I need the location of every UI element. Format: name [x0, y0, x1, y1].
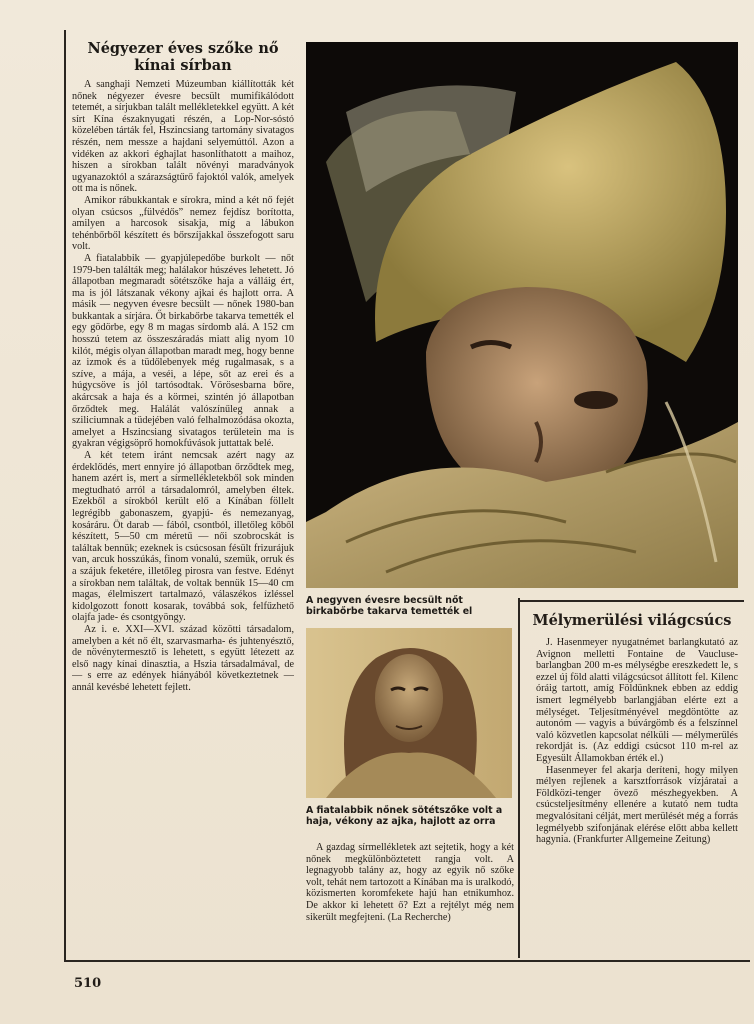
- small-photo-caption: A fiatalabbik nőnek sötétszőke volt a haja, vékony az ajka, hajlott az orra: [306, 805, 503, 828]
- page-number: 510: [74, 976, 102, 991]
- article-paragraph: Amikor rábukkantak e sírokra, mind a két nő fejét olyan csúcsos „fülvédős” nemez fejdísz borította, amilyen a harcosok sisakja, míg a lábukon tehénbőrből készített és bőrszíjakkal összefogott saru volt.: [72, 194, 294, 253]
- main-photo-caption: A negyven évesre becsült nőt birkabőrbe takarva temették el: [306, 595, 473, 618]
- article-paragraph: A két tetem iránt nemcsak azért nagy az érdeklődés, mert ennyire jó állapotban őrződtek meg, hanem azért is, mert a sírmellékletekből sok minden megtudható arról a társadalomról, amelyben éltek. Ezekből a sírokból került elő a Kínában föllelt legrégibb gabonaszem, gyapjú- és nemezanyag, kosáráru. Öt darab — fából, csontból, illetőleg kőből készített, 5—50 cm méretű — női szobrocskát is találtak bennük; ezeknek is csúcsosan fésült frizurájuk van, arcuk hosszúkás, finom vonalú, szemük, orruk és a szájuk feketére, illetőleg pirosra van festve. Edényt a sírokban nem találtak, de voltak bennük 15—40 cm magas, élelmiszert tartalmazó, válaszékos ízléssel kidolgozott fonott kosarak, továbbá sok, felfűzhető olajfa jade- és csontgyöngy.: [72, 450, 294, 624]
- mummy-photo-main: [306, 42, 738, 588]
- sidebar-title: Mélymerülési világcsúcs: [532, 612, 732, 629]
- sidebar-box: [520, 600, 744, 956]
- sidebar-paragraph: Hasenmeyer fel akarja deríteni, hogy milyen mélyen rejlenek a karsztforrások vízjáratai a Földközi-tenger övező mészhegyekben. A csúcsteljesítmény ellenére a kutató nem tudta megvalósítani célját, mert merülését még a forrás legmélyebb szifonjának elérése előtt abba kellett hagynia. (Frankfurter Allgemeine Zeitung): [536, 764, 738, 846]
- article-column: [72, 34, 294, 954]
- article-paragraph: Az i. e. XXI—XVI. század közötti társadalom, amelyben a két nő élt, szarvasmarha- és juhtenyésztő, de növénytermesztő is lehetett, s együtt létezett az első nagy kínai dinasztia, a Hszia társadalmával, de — s erre az edények hiányából következtetnek — annál kevésbé lehetett fejlett.: [72, 623, 294, 693]
- article-paragraph: A fiatalabbik — gyapjúlepedőbe burkolt — nőt 1979-ben találták meg; halálakor húszéves lehetett. Jó állapotban megmaradt sötétszőke haja a válláig ért, ma is jól látszanak vékony ajkai és hajlott orra. A másik — negyven évesre becsült — nőnek 1980-ban bukkantak a sírjára. Őt birkabőrbe takarva temették el egy gödörbe, egy 8 m magas sírdomb alá. A 152 cm hosszú tetem az összeszáradás miatt alig nyom 10 kilót, mégis olyan állapotban maradt meg, hogy benne az izmok és a tüdőlebenyek még rugalmasak, s a szíve, a mája, a veséi, a lépe, sőt az erei és a húgycsöve is jól tartósodtak. Vörösesbarna bőre, akárcsak a haja és a körmei, szintén jó állapotban őrződtek meg. Halálát valószínűleg annak a sziliciumnak a tüdejében való felhalmozódása okozta, amelyet a Hszincsiang sivatagos területein ma is gyakran végigsöprő homokfúvások juttattak belé.: [72, 252, 294, 450]
- young-mummy-illustration: [306, 628, 512, 798]
- sidebar-paragraph: J. Hasenmeyer nyugatnémet barlangkutató az Avignon melletti Fontaine de Vaucluse-barlangban 200 m-es mélységbe ereszkedett le, s ezzel új föld alatti világcsúcsot állított fel. Kilenc óráig tartott, amíg Földünknek ebben az eddig ismert legmélyebb barlangjában elérte ezt a mélységet. Teljesítményével megdöntötte az autonóm — vagyis a búvárgömb és a felszínnel való közvetlen kapcsolat nélküli — mélymerülés rekordját is. (Az eddigi csúcsot 110 m-rel az Egyesült Államokban érték el.): [536, 637, 738, 764]
- article-continuation: [306, 842, 514, 954]
- article-paragraph: A sanghaji Nemzeti Múzeumban kiállították két nőnek négyezer évesre becsült mumifikálódott tetemét, a sírjukban talált mellékletekkel együtt. A két sírt Kína északnyugati részén, a Lop-Nor-sóstó közelében tárták fel, Hszincsiang tartomány sivatagos részén, nem messze a hajdani selyemúttól. Azon a vidéken az akkori éghajlat hasonlíthatott a maihoz, hiszen a sírokban talált növényi maradványok ugyanazoktól a szárazságtűrő fajoktól valók, amelyek ott ma is nőnek.: [72, 79, 294, 195]
- mummy-illustration: [306, 42, 738, 588]
- article-title: Négyezer éves szőke nő kínai sírban: [87, 40, 279, 74]
- article-continuation-text: A gazdag sírmellékletek azt sejtetik, hogy a két nőnek megkülönböztetett rangja volt. A legnagyobb talány az, hogy az egyik nő szőke volt, tehát nem tartozott a Kínában ma is uralkodó, közismerten koromfekete hajú han etnikumhoz. De akkor ki lehetett ő? Ezt a rejtélyt még nem sikerült megfejteni. (La Recherche): [306, 842, 514, 923]
- mummy-photo-small: [306, 628, 512, 798]
